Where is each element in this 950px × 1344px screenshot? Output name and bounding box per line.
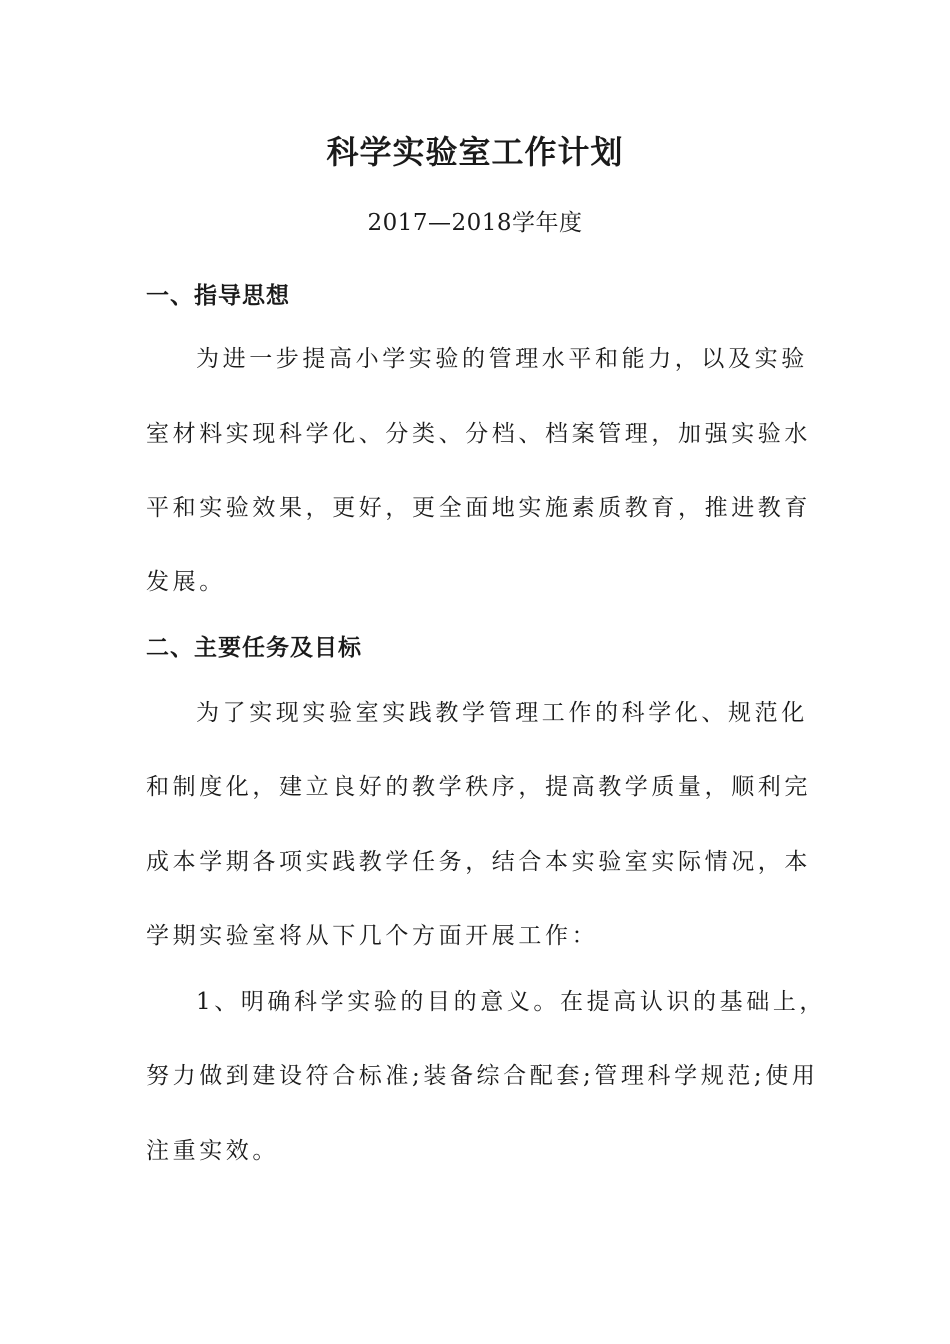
paragraph-line: 和制度化，建立良好的教学秩序，提高教学质量，顺利完 [146, 774, 811, 800]
paragraph-line: 1、明确科学实验的目的意义。在提高认识的基础上， [196, 989, 827, 1015]
school-year: 2017—2018学年度 [367, 210, 583, 236]
paragraph-line: 平和实验效果，更好，更全面地实施素质教育，推进教育 [146, 495, 811, 521]
paragraph-line: 学期实验室将从下几个方面开展工作： [146, 923, 599, 949]
paragraph-line: 成本学期各项实践教学任务，结合本实验室实际情况，本 [146, 849, 811, 875]
paragraph-line: 注重实效。 [146, 1138, 279, 1164]
paragraph-line: 为进一步提高小学实验的管理水平和能力，以及实验 [196, 346, 808, 372]
document-title: 科学实验室工作计划 [326, 133, 624, 171]
section-heading-tasks-goals: 二、主要任务及目标 [146, 635, 362, 661]
paragraph-line: 努力做到建设符合标准;装备综合配套;管理科学规范;使用 [146, 1063, 819, 1089]
paragraph-line: 为了实现实验室实践教学管理工作的科学化、规范化 [196, 700, 808, 726]
paragraph-line: 发展。 [146, 569, 226, 595]
section-heading-guiding-thought: 一、指导思想 [146, 283, 290, 309]
paragraph-line: 室材料实现科学化、分类、分档、档案管理，加强实验水 [146, 421, 811, 447]
